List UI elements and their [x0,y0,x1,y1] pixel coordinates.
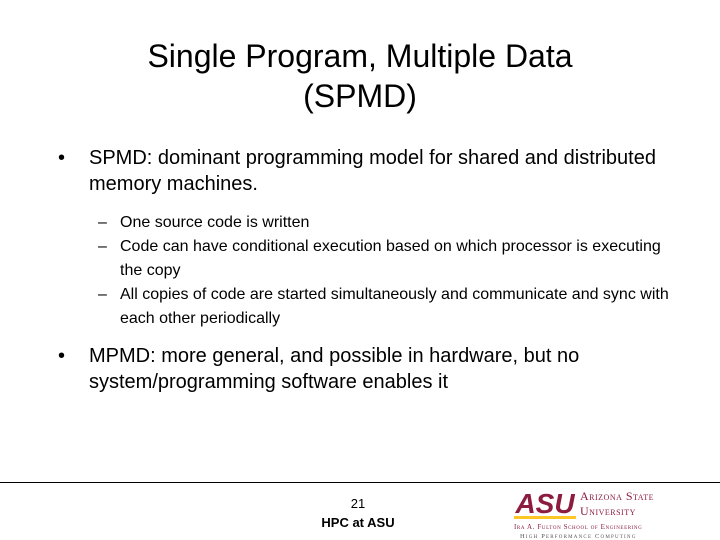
footer-label: HPC at ASU [321,515,395,530]
bullet-marker: • [58,147,66,169]
sub-bullet-item [58,211,678,235]
sub-bullet-marker: – [98,238,107,255]
bullet-spmd [58,145,678,197]
asu-logo [514,486,680,538]
asu-mark-icon [514,486,576,524]
footer-divider [0,482,720,483]
asu-wordmark-line2: University [580,504,636,518]
bullet-list [58,145,678,409]
title-line-2: (SPMD) [303,78,417,114]
unit-name: High Performance Computing [520,533,637,540]
sub-bullet-text: Code can have conditional execution based on which processor is executing the copy [120,238,661,279]
page-number: 21 [350,496,366,511]
sub-bullet-text: One source code is written [120,214,310,231]
asu-wordmark-line1: Arizona State [580,489,654,503]
asu-wordmark [580,489,654,519]
sub-bullet-text: All copies of code are started simultaneously and communicate and sync with each other periodically [120,286,669,327]
bullet-mpmd [58,343,678,395]
title-line-1: Single Program, Multiple Data [147,38,573,74]
bullet-text: SPMD: dominant programming model for shared and distributed memory machines. [89,147,656,195]
slide-title [60,36,660,116]
school-name: Ira A. Fulton School of Engineering [514,523,643,531]
bullet-text: MPMD: more general, and possible in hardware, but no system/programming software enables it [89,345,580,393]
sub-bullet-list [58,211,678,331]
asu-mark-text: ASU [515,488,575,519]
sub-bullet-marker: – [98,214,107,231]
sub-bullet-marker: – [98,286,107,303]
sub-bullet-item [58,235,678,283]
bullet-marker: • [58,345,66,367]
sub-bullet-item [58,283,678,331]
